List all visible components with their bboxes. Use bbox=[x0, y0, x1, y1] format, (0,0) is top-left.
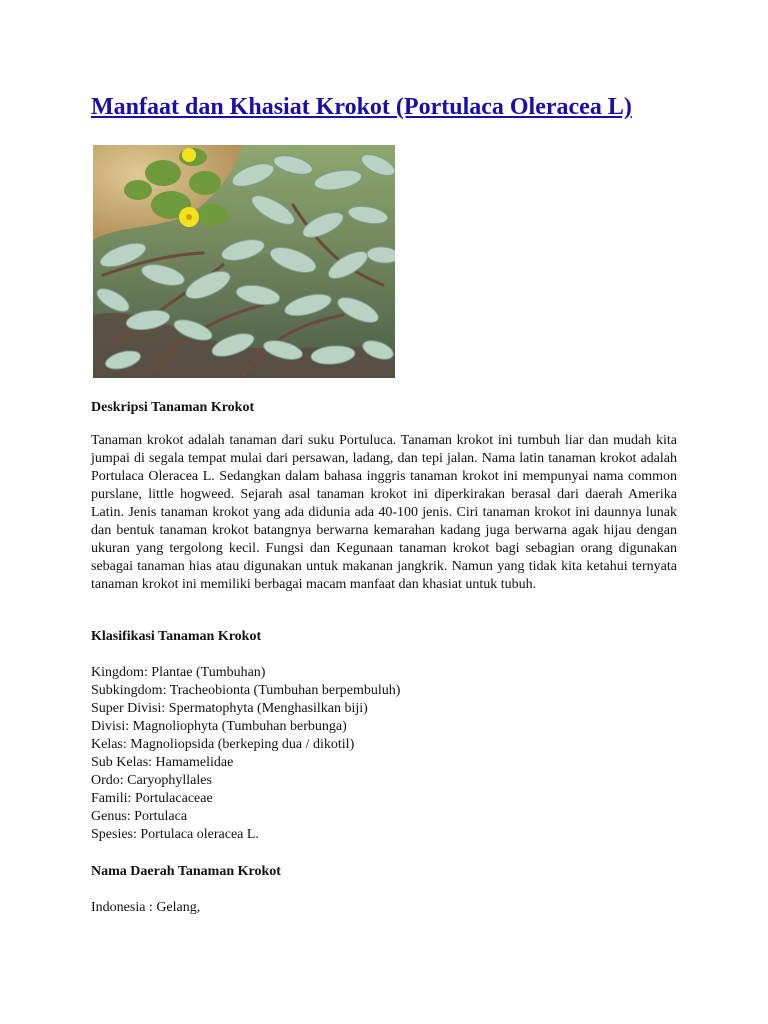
classification-item-genus: Genus: Portulaca bbox=[91, 809, 188, 824]
classification-item-species: Spesies: Portulaca oleracea L. bbox=[91, 827, 259, 842]
classification-item-division: Divisi: Magnoliophyta (Tumbuhan berbunga) bbox=[91, 719, 347, 734]
classification-item-superdivision: Super Divisi: Spermatophyta (Menghasilkan biji) bbox=[91, 701, 368, 716]
classification-item-subkingdom: Subkingdom: Tracheobionta (Tumbuhan berpembuluh) bbox=[91, 683, 401, 698]
classification-item-family: Famili: Portulacaceae bbox=[91, 791, 213, 806]
regional-name-indonesia: Indonesia : Gelang, bbox=[91, 900, 201, 915]
article-title-link[interactable]: Manfaat dan Khasiat Krokot (Portulaca Oleracea L) bbox=[91, 94, 632, 120]
classification-item-subclass: Sub Kelas: Hamamelidae bbox=[91, 755, 234, 770]
description-paragraph: Tanaman krokot adalah tanaman dari suku Portuluca. Tanaman krokot ini tumbuh liar dan mudah kita jumpai di segala tempat mulai dari persawan, ladang, dan tepi jalan. Nama latin tanaman krokot adalah Portulaca Oleracea L. Sedangkan dalam bahasa inggris tanaman krokot ini mempunyai nama common purslane, little hogweed. Sejarah asal tanaman krokot ini diperkirakan berasal dari daerah Amerika Latin. Jenis tanaman krokot yang ada didunia ada 40-100 jenis. Ciri tanaman krokot ini daunnya lunak dan bentuk tanaman krokot batangnya berwarna kemarahan kadang juga berwarna agak hijau dengan ukuran yang tergolong kecil. Fungsi dan Kegunaan tanaman krokot bagi sebagian orang digunakan sebagai tanaman hias atau digunakan untuk makanan jangkrik. Namun yang tidak kita ketahui ternyata tanaman krokot ini memiliki berbagai macam manfaat dan khasiat untuk tubuh. bbox=[91, 433, 677, 592]
classification-item-class: Kelas: Magnoliopsida (berkeping dua / dikotil) bbox=[91, 737, 355, 752]
classification-item-kingdom: Kingdom: Plantae (Tumbuhan) bbox=[91, 665, 266, 680]
classification-list bbox=[91, 664, 400, 844]
description-heading: Deskripsi Tanaman Krokot bbox=[91, 400, 255, 415]
classification-item-order: Ordo: Caryophyllales bbox=[91, 773, 212, 788]
purslane-plant-photo bbox=[93, 145, 395, 378]
regional-names-heading: Nama Daerah Tanaman Krokot bbox=[91, 864, 281, 879]
classification-heading: Klasifikasi Tanaman Krokot bbox=[91, 629, 262, 644]
